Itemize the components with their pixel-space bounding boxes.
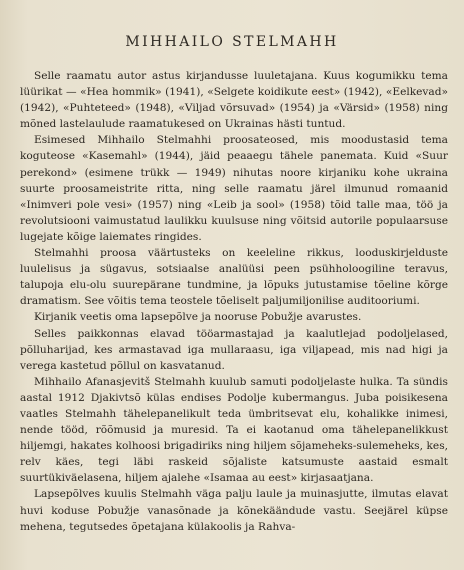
body-text: [20, 68, 448, 535]
chapter-heading: MIHHAILO STELMAHH: [125, 34, 339, 50]
paragraph: Stelmahhi proosa väärtusteks on keeleline rikkus, looduskirjelduste luulelisus ja sügavus, sotsiaalse analüüsi peen psühholoogiline teravus, talupoja elu-olu suurepärane tundmine, ja lõpuks jutustamise tõeline kõrge dramatism. See võitis tema teostele tõeliselt paljumiljonilise auditooriumi.: [20, 247, 448, 308]
paragraph: Kirjanik veetis oma lapsepõlve ja nooruse Pobužje avarustes.: [34, 311, 362, 324]
paragraph: Mihhailo Afanasjevitš Stelmahh kuulub samuti podoljelaste hulka. Ta sündis aastal 1912 Djakivtsõ külas endises Podolje kubermangus. Juba poisikesena vaatles Stelmahh tähelepanelikult teda ümbritsevat elu, kohalikke inimesi, nende tööd, rõõmusid ja muresid. Ta ei kaotanud oma tähelepanelikkust hiljemgi, hakates kolhoosi brigadiriks ning hiljem sõjameheks-sulemeheks, kes, relv käes, tegi läbi raskeid sõjaliste katsumuste aastaid esmalt suurtükiväelasena, hiljem ajalehe «Isamaa au eest» kirjasaatjana.: [20, 375, 448, 485]
paragraph: Selles paikkonnas elavad tööarmastajad ja kaalutlejad podoljelased, põlluharijad, kes armastavad iga mullaraasu, iga viljapead, mis nad higi ja verega kastetud põllul on kasvatanud.: [20, 327, 448, 372]
paragraph: Esimesed Mihhailo Stelmahhi proosateosed, mis moodustasid tema koguteose «Kasemahl» (1944), jäid peaaegu tähele panemata. Kuid «Suur perekond» (esimene trükk — 1949) nihutas noore kirjaniku kohe ukraina suurte proosameistrite ritta, ning selle raamatu järel ilmunud romaanid «Inimveri pole vesi» (1957) ning «Leib ja sool» (1958) tõid talle maa, töö ja revolutsiooni vaimustatud laulikku kuulsuse ning võitsid autorile populaarsuse lugejate kõige laiemates ringides.: [20, 134, 448, 243]
paragraph: Lapsepõlves kuulis Stelmahh väga palju laule ja muinasjutte, ilmutas elavat huvi koduse Pobužje vanasõnade ja kõnekäändude vastu. Seejärel küpse mehena, tegutsedes õpetajana külakoolis ja Rahva-: [20, 488, 448, 533]
paragraph: Selle raamatu autor astus kirjandusse luuletajana. Kuus kogumikku tema lüürikat — «Hea hommik» (1941), «Selgete koidikute eest» (1942), «Eelkevad» (1942), «Puhteteed» (1948), «Viljad võrsuvad» (1954) ja «Värsid» (1958) ning mõned lastelaulude raamatukesed on Ukrainas hästi tuntud.: [20, 70, 448, 131]
